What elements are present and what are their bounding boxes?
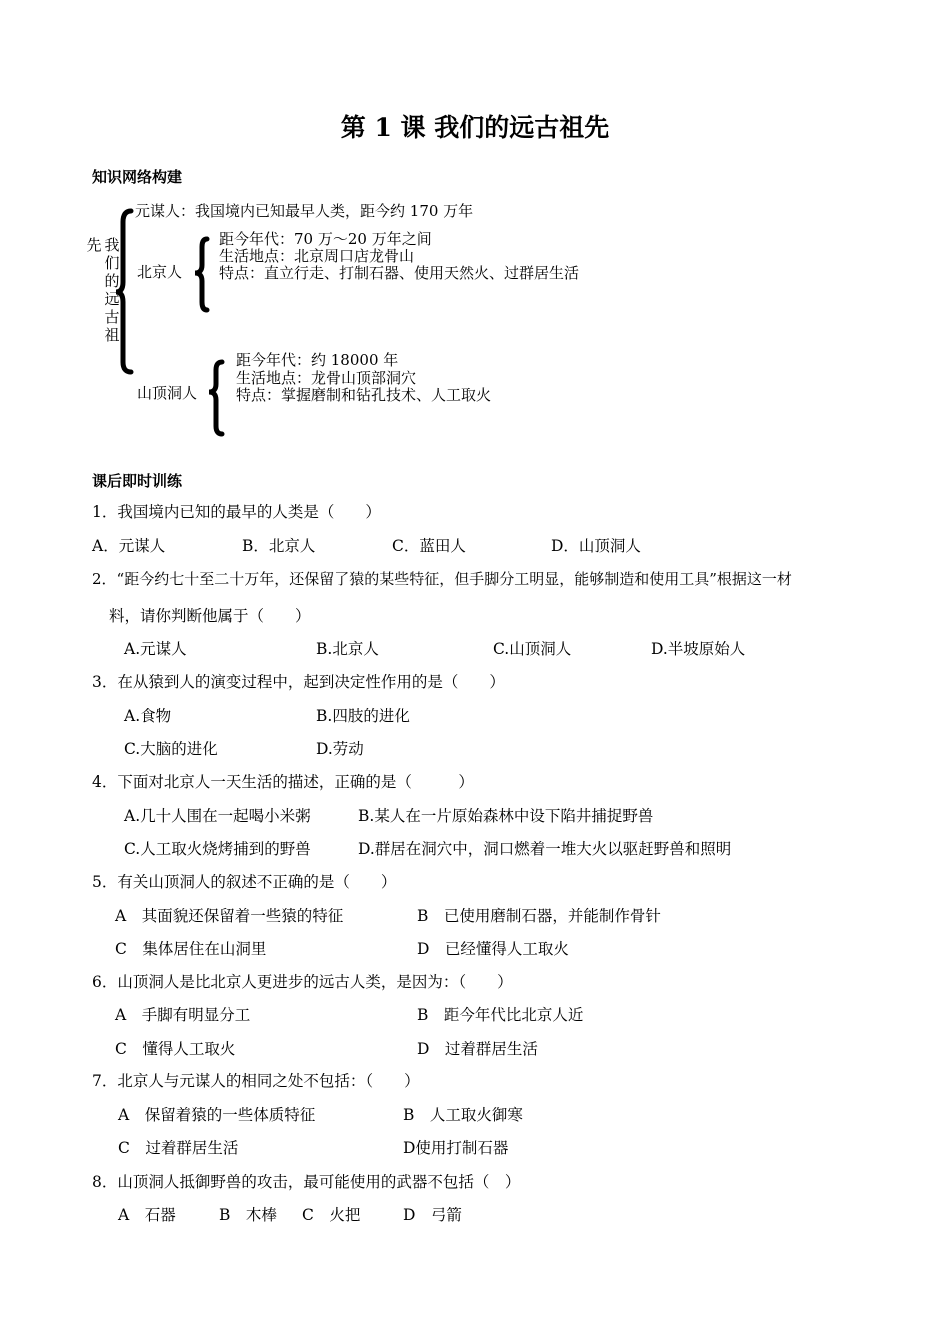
question-2-option-a: A.元谋人: [124, 640, 187, 658]
question-6-option-a: A 手脚有明显分工: [115, 1006, 251, 1024]
question-2-option-b: B.北京人: [316, 640, 379, 658]
shanding-line-3: 特点：掌握磨制和钻孔技术、人工取火: [236, 386, 492, 404]
shanding-line-1: 距今年代：约 18000 年: [236, 351, 399, 369]
question-7-stem: 7．北京人与元谋人的相同之处不包括：（ ）: [92, 1072, 420, 1090]
question-1-option-b: B．北京人: [242, 537, 316, 555]
question-5-option-c: C 集体居住在山洞里: [115, 940, 267, 958]
question-4-option-d: D.群居在洞穴中，洞口燃着一堆大火以驱赶野兽和照明: [358, 840, 732, 858]
question-4-stem: 4．下面对北京人一天生活的描述，正确的是（ ）: [92, 773, 474, 791]
question-6-option-d: D 过着群居生活: [417, 1040, 538, 1058]
question-1-stem: 1．我国境内已知的最早的人类是（ ）: [92, 503, 381, 521]
question-6-stem: 6．山顶洞人是比北京人更进步的远古人类，是因为：（ ）: [92, 973, 513, 991]
question-4-option-c: C.人工取火烧烤捕到的野兽: [124, 840, 311, 858]
question-1-option-c: C．蓝田人: [392, 537, 466, 555]
question-8-stem: 8．山顶洞人抵御野兽的攻击，最可能使用的武器不包括（ ）: [92, 1173, 521, 1191]
question-1-option-a: A．元谋人: [92, 537, 166, 555]
question-5-option-d: D 已经懂得人工取火: [417, 940, 569, 958]
question-7-option-a: A 保留着猿的一些体质特征: [118, 1106, 316, 1124]
question-3-option-b: B.四肢的进化: [316, 707, 410, 725]
yuanmou-row: [135, 202, 473, 220]
question-5-option-a: A 其面貌还保留着一些猿的特征: [115, 907, 344, 925]
question-7-option-d: D使用打制石器: [403, 1139, 509, 1157]
question-2-option-d: D.半坡原始人: [651, 640, 746, 658]
question-2-stem-continued: 料，请你判断他属于（ ）: [109, 607, 311, 625]
question-4-option-b: B.某人在一片原始森林中设下陷井捕捉野兽: [358, 807, 654, 825]
question-3-option-d: D.劳动: [316, 740, 364, 758]
beijing-line-2: 生活地点：北京周口店龙骨山: [219, 247, 415, 265]
yuanmou-text: ：我国境内已知最早人类，距今约 170 万年: [180, 202, 474, 220]
question-5-option-b: B 已使用磨制石器，并能制作骨针: [417, 907, 661, 925]
question-1-option-d: D．山顶洞人: [551, 537, 641, 555]
question-8-option-a: A 石器: [118, 1206, 176, 1224]
question-6-option-c: C 懂得人工取火: [115, 1040, 236, 1058]
beijing-label: 北京人: [137, 263, 183, 281]
question-6-option-b: B 距今年代比北京人近: [417, 1006, 584, 1024]
question-5-stem: 5．有关山顶洞人的叙述不正确的是（ ）: [92, 873, 397, 891]
question-8-option-b: B 木棒: [219, 1206, 277, 1224]
question-2-stem: 2．“距今约七十至二十万年，还保留了猿的某些特征，但手脚分工明显，能够制造和使用工具”根据这一材: [92, 570, 792, 588]
beijing-line-3: 特点：直立行走、打制石器、使用天然火、过群居生活: [219, 264, 580, 282]
yuanmou-label: 元谋人: [135, 202, 181, 220]
shanding-label: 山顶洞人: [137, 384, 198, 402]
question-8-option-c: C 火把: [302, 1206, 361, 1224]
question-2-option-c: C.山顶洞人: [493, 640, 572, 658]
question-7-option-b: B 人工取火御寒: [403, 1106, 523, 1124]
section-heading-exercises: 课后即时训练: [92, 472, 183, 490]
root-label-col2: 我们的远古祖: [104, 236, 120, 344]
beijing-brace: [195, 239, 207, 310]
shanding-brace: [209, 362, 222, 434]
question-3-option-a: A.食物: [124, 707, 172, 725]
question-8-option-d: D 弓箭: [403, 1206, 462, 1224]
question-3-stem: 3．在从猿到人的演变过程中，起到决定性作用的是（ ）: [92, 673, 505, 691]
shanding-line-2: 生活地点：龙骨山顶部洞穴: [236, 369, 417, 387]
beijing-line-1: 距今年代：70 万～20 万年之间: [219, 230, 432, 248]
section-heading-network: 知识网络构建: [92, 168, 183, 186]
page-title: 第 1 课 我们的远古祖先: [340, 113, 610, 142]
root-label-col1: 先: [86, 236, 102, 254]
question-7-option-c: C 过着群居生活: [118, 1139, 239, 1157]
question-3-option-c: C.大脑的进化: [124, 740, 218, 758]
question-4-option-a: A.几十人围在一起喝小米粥: [124, 807, 311, 825]
